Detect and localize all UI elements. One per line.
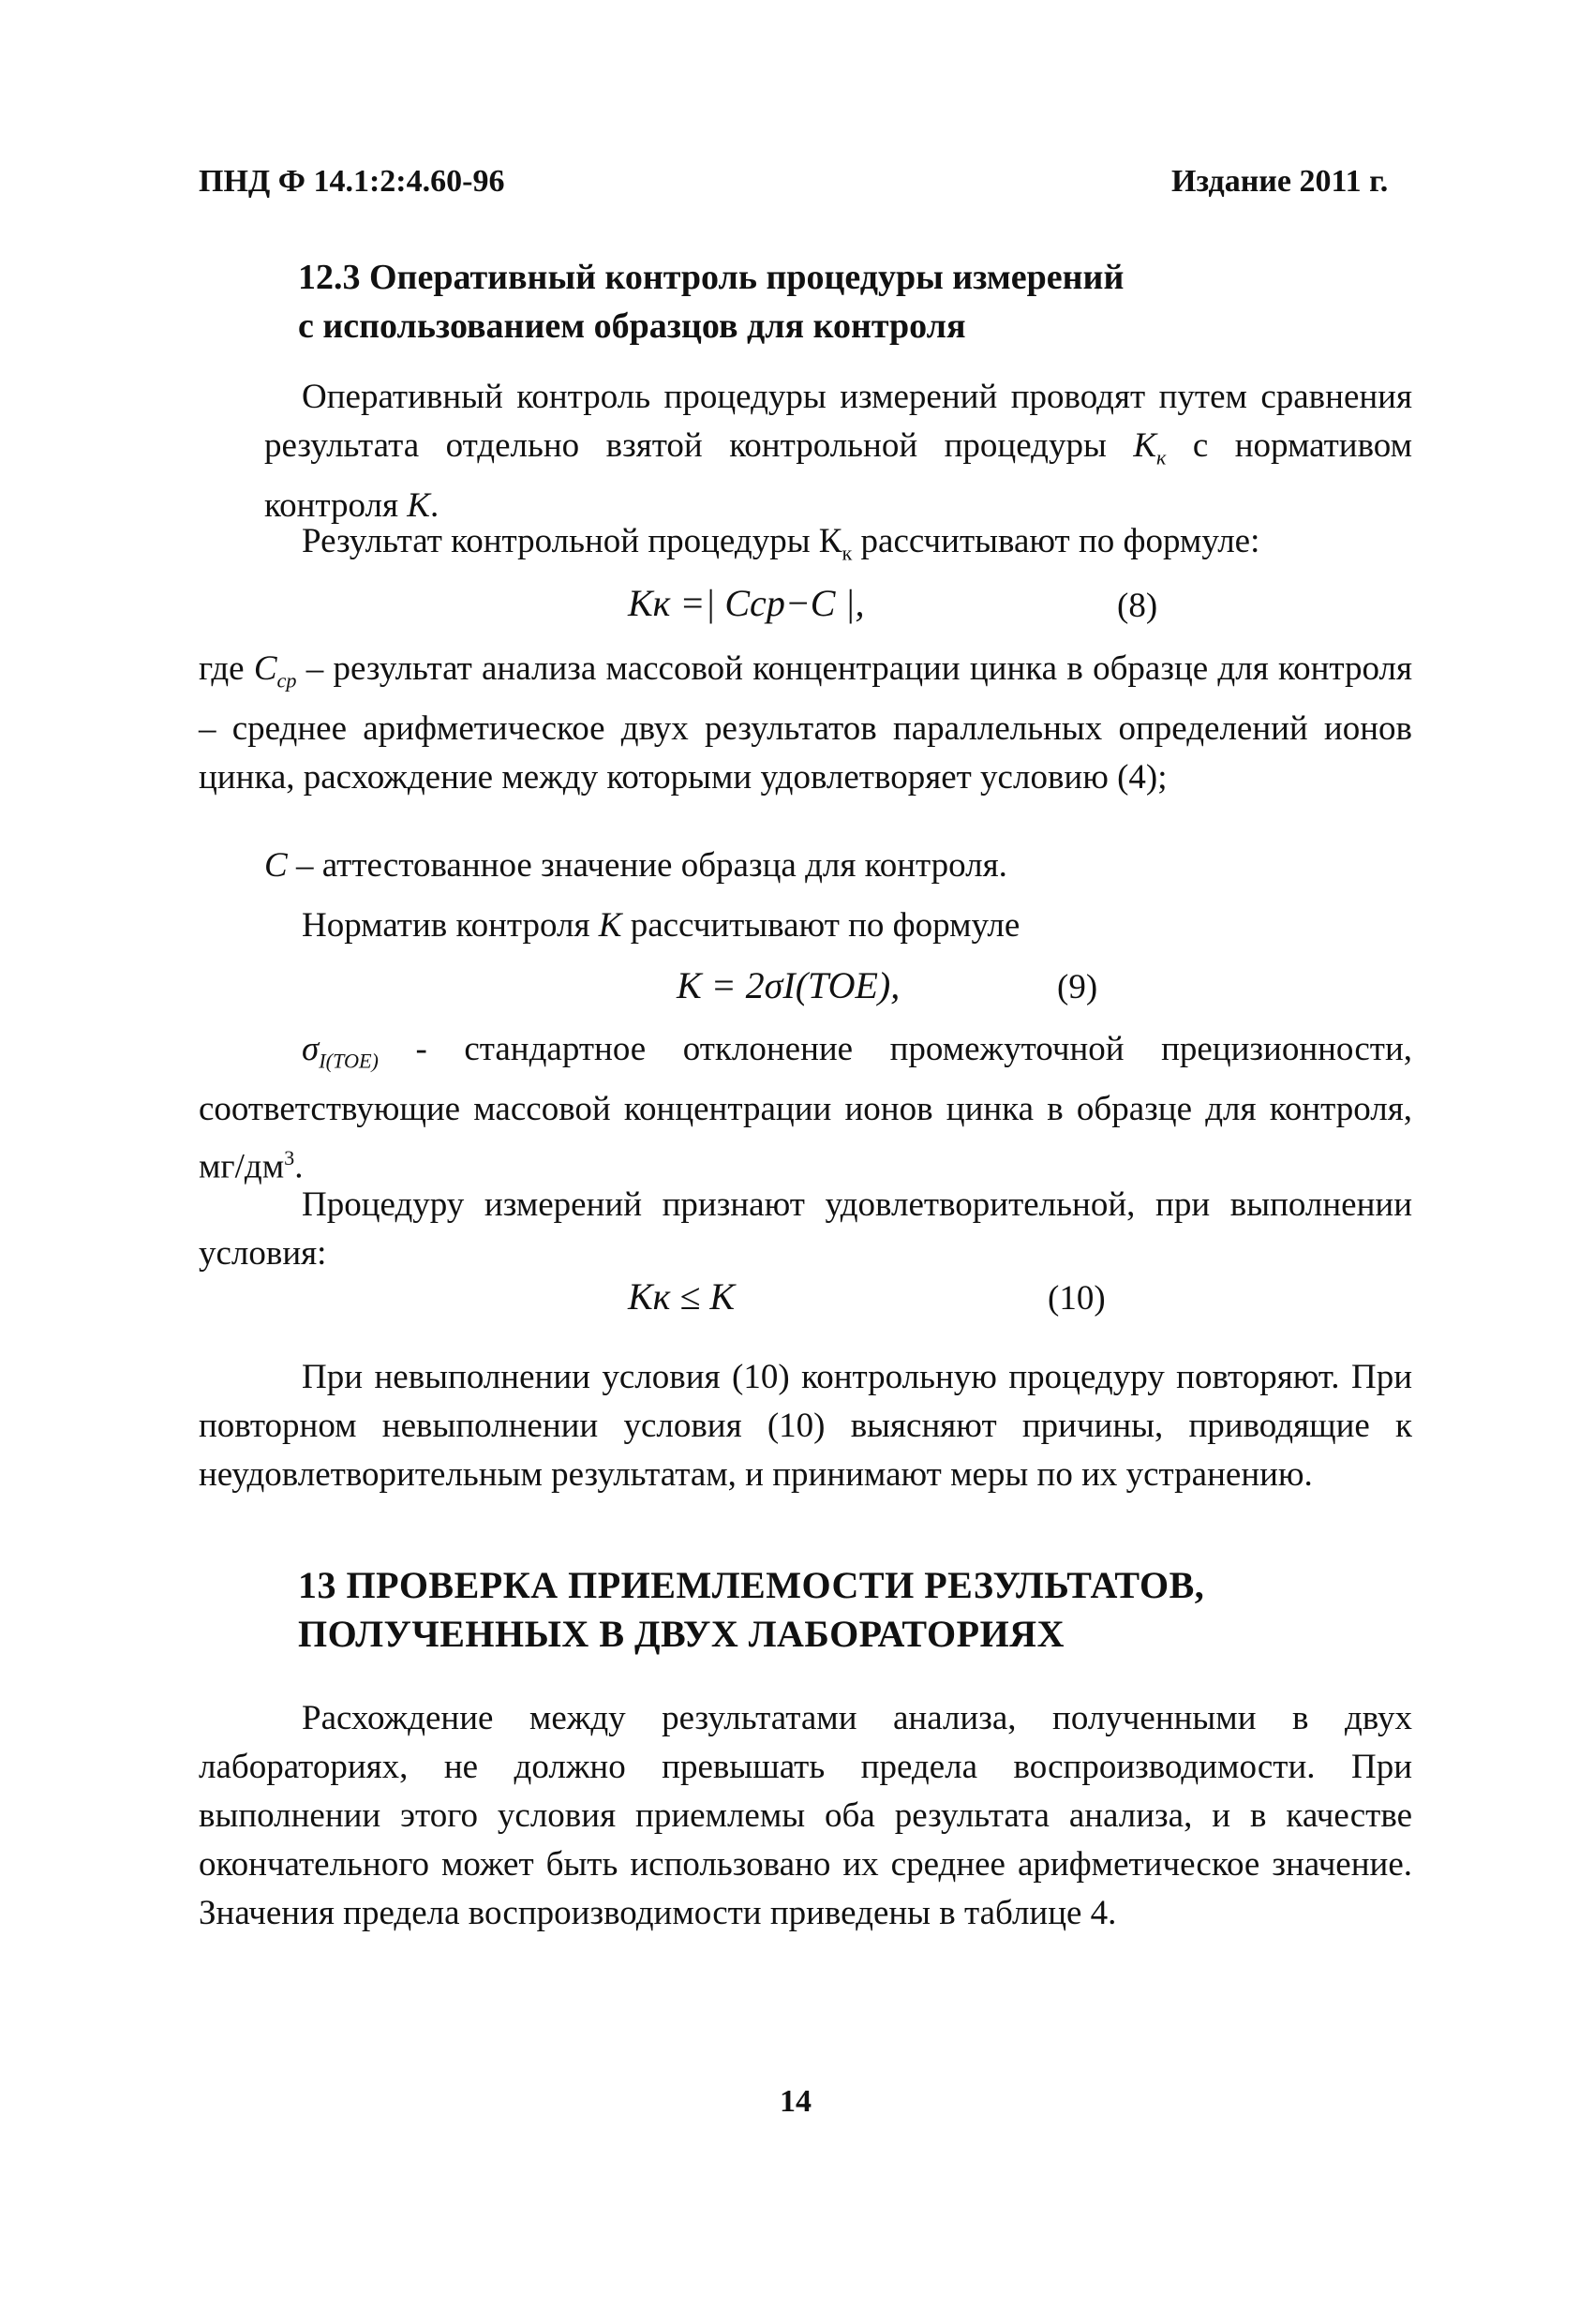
symbol-kk: $K_к$ — [1133, 426, 1167, 469]
symbol-k: K — [407, 486, 430, 526]
section-title-line1: 12.3 Оперативный контроль процедуры измерений — [298, 258, 1125, 297]
paragraph-repeat-procedure: При невыполнении условия (10) контрольную процедуру повторяют. При повторном невыполнении условия (10) выясняют причины, приводящие к неудовлетворительным результатам, и принимают меры по их устранению. — [199, 1358, 1412, 1494]
symbol-sigma: $\sigma_{I(TOE)}$ — [302, 1030, 379, 1073]
formula-9-number: (9) — [1057, 968, 1098, 1006]
page-number: 14 — [780, 2084, 812, 2119]
section-13-title-line1: 13 ПРОВЕРКА ПРИЕМЛЕМОСТИ РЕЗУЛЬТАТОВ, — [298, 1564, 1205, 1606]
formula-10: Kк ≤ К — [628, 1275, 735, 1318]
section-title-line2: с использованием образцов для контроля — [298, 306, 966, 346]
section-13-title-line2: ПОЛУЧЕННЫХ В ДВУХ ЛАБОРАТОРИЯХ — [298, 1613, 1065, 1655]
paragraph-result-formula-intro: Результат контрольной процедуры $К_к$ рассчитывают по формуле: — [302, 522, 1260, 565]
section-12-3-title — [298, 253, 1124, 350]
document-code: ПНД Ф 14.1:2:4.60-96 — [199, 164, 505, 199]
definition-c: C – аттестованное значение образца для контроля. — [264, 846, 1007, 885]
paragraph-reproducibility: Расхождение между результатами анализа, полученными в двух лабораториях, не должно превышать предела воспроизводимости. При выполнении этого условия приемлемы оба результата анализа, и в качестве окончательного может быть использовано их среднее арифметическое значение. Значения предела воспроизводимости приведены в таблице 4. — [199, 1699, 1412, 1932]
paragraph-operative-control: Оперативный контроль процедуры измерений проводят путем сравнения результата отдельно взятой контрольной процедуры $K_к$ с нормативом контроля K. — [264, 378, 1412, 526]
formula-10-number: (10) — [1048, 1279, 1106, 1318]
formula-9: K = 2σI(TOE), — [677, 964, 901, 1006]
formula-8-number: (8) — [1117, 587, 1158, 625]
symbol-ccp: $C_{ср}$ — [253, 649, 297, 693]
paragraph-norm-formula-intro: Норматив контроля K рассчитывают по формуле — [302, 906, 1020, 945]
definition-ccp: где $C_{ср}$ – результат анализа массовой концентрации цинка в образце для контроля – среднее арифметическое двух результатов параллельных определений ионов цинка, расхождение между которыми удовлетворяет условию (4); — [199, 649, 1412, 797]
paragraph-acceptance-condition: Процедуру измерений признают удовлетворительной, при выполнении условия: — [199, 1185, 1412, 1273]
formula-8: Kк =| Cср−C |, — [628, 582, 865, 624]
definition-sigma: $\sigma_{I(TOE)}$ - стандартное отклонение промежуточной прецизионности, соответствующие массовой концентрации ионов цинка в образце для контроля, $мг/дм^3$. — [199, 1030, 1412, 1186]
section-13-title — [298, 1561, 1204, 1659]
edition-label: Издание 2011 г. — [1171, 164, 1389, 199]
